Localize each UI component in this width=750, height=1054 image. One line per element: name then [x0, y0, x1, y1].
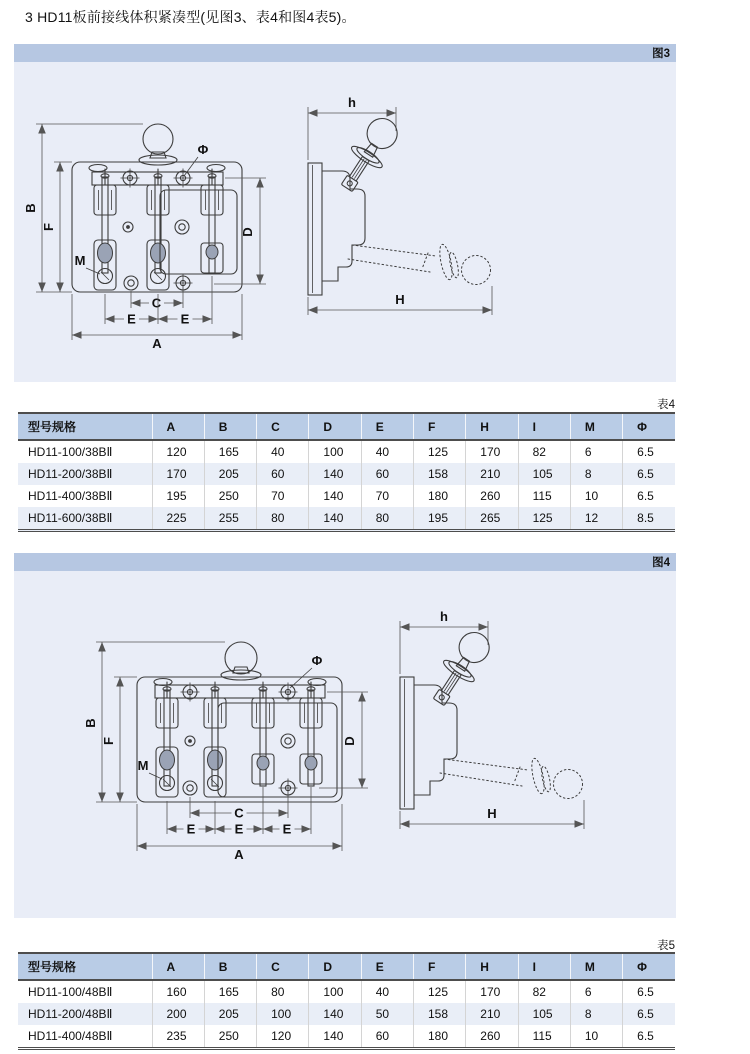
value-cell: 70	[257, 485, 309, 507]
header-cell: M	[570, 413, 622, 440]
value-cell: 115	[518, 1025, 570, 1049]
value-cell: 6.5	[623, 440, 675, 463]
value-cell: 120	[257, 1025, 309, 1049]
value-cell: 140	[309, 1003, 361, 1025]
value-cell: 6.5	[623, 463, 675, 485]
value-cell: 50	[361, 1003, 413, 1025]
table-row	[18, 1025, 675, 1049]
value-cell: 165	[204, 980, 256, 1003]
header-cell: F	[413, 413, 465, 440]
value-cell: 115	[518, 485, 570, 507]
model-cell: HD11-200/38BⅡ	[28, 467, 113, 481]
header-cell: Φ	[623, 413, 675, 440]
value-cell: 70	[361, 485, 413, 507]
value-cell: 100	[257, 1003, 309, 1025]
figure3-dimensions	[23, 124, 266, 351]
table-row	[18, 507, 675, 531]
value-cell: 40	[257, 440, 309, 463]
figure3-panel-body	[14, 62, 676, 382]
value-cell: 200	[152, 1003, 204, 1025]
value-cell: 6.5	[623, 1025, 675, 1049]
figure3-side-view	[308, 95, 492, 315]
dim-label-phi: Φ	[311, 653, 323, 668]
header-cell: Φ	[623, 953, 675, 980]
figure4-drawing	[14, 571, 676, 918]
dim-label-f: F	[101, 737, 116, 745]
dim-label-b: B	[83, 718, 98, 728]
value-cell: 170	[466, 980, 518, 1003]
header-cell: M	[570, 953, 622, 980]
value-cell: 225	[152, 507, 204, 531]
model-cell: HD11-100/38BⅡ	[28, 445, 113, 459]
spec-table-4	[18, 412, 675, 532]
figure3-handle-open-dotted	[348, 243, 491, 284]
table-row	[18, 463, 675, 485]
value-cell: 80	[257, 980, 309, 1003]
table-row	[18, 980, 675, 1003]
value-cell: 180	[413, 1025, 465, 1049]
page-title: 3 HD11板前接线体积紧凑型(见图3、表4和图4表5)。	[25, 9, 356, 25]
value-cell: 250	[204, 1025, 256, 1049]
value-cell: 210	[466, 463, 518, 485]
value-cell: 158	[413, 463, 465, 485]
value-cell: 195	[152, 485, 204, 507]
value-cell: 6.5	[623, 1003, 675, 1025]
value-cell: 265	[466, 507, 518, 531]
table-row	[18, 485, 675, 507]
value-cell: 40	[361, 980, 413, 1003]
value-cell: 82	[518, 980, 570, 1003]
value-cell: 140	[309, 485, 361, 507]
model-cell: HD11-600/38BⅡ	[18, 507, 152, 531]
value-cell: 100	[309, 440, 361, 463]
value-cell: 205	[204, 463, 256, 485]
value-cell: 80	[361, 507, 413, 531]
value-cell: 8	[570, 463, 622, 485]
value-cell: 160	[152, 980, 204, 1003]
header-cell: 型号规格	[18, 953, 152, 980]
value-cell: 180	[413, 485, 465, 507]
value-cell: 6	[570, 980, 622, 1003]
value-cell: 10	[570, 1025, 622, 1049]
dim-label-m: M	[137, 758, 149, 773]
dim-label-h-small: h	[440, 609, 448, 624]
dim-label-d: D	[342, 736, 357, 746]
value-cell: 260	[466, 1025, 518, 1049]
dim-label-m: M	[74, 253, 86, 268]
figure3-tag: 图3	[652, 48, 670, 60]
value-cell: 105	[518, 1003, 570, 1025]
dim-label-a: A	[152, 336, 162, 351]
header-cell: E	[361, 413, 413, 440]
model-cell: HD11-100/48BⅡ	[28, 985, 113, 999]
dim-label-c: C	[234, 805, 244, 821]
value-cell: 8	[570, 1003, 622, 1025]
value-cell: 12	[570, 507, 622, 531]
table-header-row	[18, 953, 675, 980]
value-cell: 140	[309, 1025, 361, 1049]
header-cell: I	[518, 953, 570, 980]
dim-label-e3: E	[282, 821, 292, 837]
dim-label-e2: E	[180, 311, 190, 327]
figure4-panel	[14, 553, 676, 918]
value-cell: 6	[570, 440, 622, 463]
value-cell: 260	[466, 485, 518, 507]
figure3-front-view	[72, 124, 242, 293]
value-cell: 40	[361, 440, 413, 463]
dim-label-h-big: H	[395, 292, 405, 307]
value-cell: 195	[413, 507, 465, 531]
figure4-side-view	[400, 609, 584, 829]
value-cell: 250	[204, 485, 256, 507]
table5-tag: 表5	[657, 940, 675, 952]
value-cell: 82	[518, 440, 570, 463]
value-cell: 6.5	[623, 485, 675, 507]
figure3-panel-header	[14, 44, 676, 62]
dim-label-b: B	[23, 203, 38, 213]
value-cell: 140	[309, 507, 361, 531]
dim-label-e1: E	[127, 311, 136, 327]
header-cell: C	[257, 413, 309, 440]
dim-label-phi: Φ	[197, 142, 209, 157]
value-cell: 140	[309, 463, 361, 485]
header-cell: 型号规格	[18, 413, 152, 440]
model-cell: HD11-400/38BⅡ	[28, 489, 113, 503]
figure3-panel	[14, 44, 676, 382]
table-row	[18, 440, 675, 463]
value-cell: 170	[466, 440, 518, 463]
dim-label-e2: E	[234, 821, 244, 837]
dim-label-h-small: h	[348, 95, 356, 110]
value-cell: 125	[518, 507, 570, 531]
dim-label-e1: E	[186, 821, 196, 837]
model-cell: HD11-200/48BⅡ	[28, 1007, 113, 1021]
dim-label-c: C	[151, 295, 162, 311]
figure4-handle-open-dotted	[440, 757, 583, 798]
value-cell: 120	[152, 440, 204, 463]
figure4-panel-header	[14, 553, 676, 571]
dim-label-f: F	[41, 223, 56, 231]
header-cell: E	[361, 953, 413, 980]
header-cell: D	[309, 953, 361, 980]
value-cell: 125	[413, 980, 465, 1003]
dim-label-h-big: H	[487, 806, 497, 821]
figure4-front-view	[137, 642, 342, 802]
header-cell: A	[152, 953, 204, 980]
value-cell: 205	[204, 1003, 256, 1025]
figure4-panel-body	[14, 571, 676, 918]
header-cell: A	[152, 413, 204, 440]
value-cell: 8.5	[623, 507, 675, 531]
value-cell: 60	[361, 463, 413, 485]
header-cell: H	[466, 413, 518, 440]
value-cell: 165	[204, 440, 256, 463]
header-cell: D	[309, 413, 361, 440]
value-cell: 60	[257, 463, 309, 485]
header-cell: B	[204, 413, 256, 440]
header-cell: H	[466, 953, 518, 980]
figure4-tag: 图4	[652, 557, 670, 569]
value-cell: 10	[570, 485, 622, 507]
dim-label-a: A	[234, 847, 244, 862]
value-cell: 235	[152, 1025, 204, 1049]
value-cell: 60	[361, 1025, 413, 1049]
value-cell: 80	[257, 507, 309, 531]
table-row	[18, 1003, 675, 1025]
header-cell: F	[413, 953, 465, 980]
dim-label-d: D	[240, 227, 255, 237]
value-cell: 158	[413, 1003, 465, 1025]
header-cell: B	[204, 953, 256, 980]
spec-table-5	[18, 952, 675, 1050]
value-cell: 100	[309, 980, 361, 1003]
figure3-drawing	[14, 62, 676, 382]
header-cell: C	[257, 953, 309, 980]
table-header-row	[18, 413, 675, 440]
value-cell: 210	[466, 1003, 518, 1025]
header-cell: I	[518, 413, 570, 440]
value-cell: 170	[152, 463, 204, 485]
value-cell: 105	[518, 463, 570, 485]
table4-tag: 表4	[657, 399, 675, 411]
value-cell: 255	[204, 507, 256, 531]
model-cell: HD11-400/48BⅡ	[18, 1025, 152, 1049]
value-cell: 125	[413, 440, 465, 463]
value-cell: 6.5	[623, 980, 675, 1003]
